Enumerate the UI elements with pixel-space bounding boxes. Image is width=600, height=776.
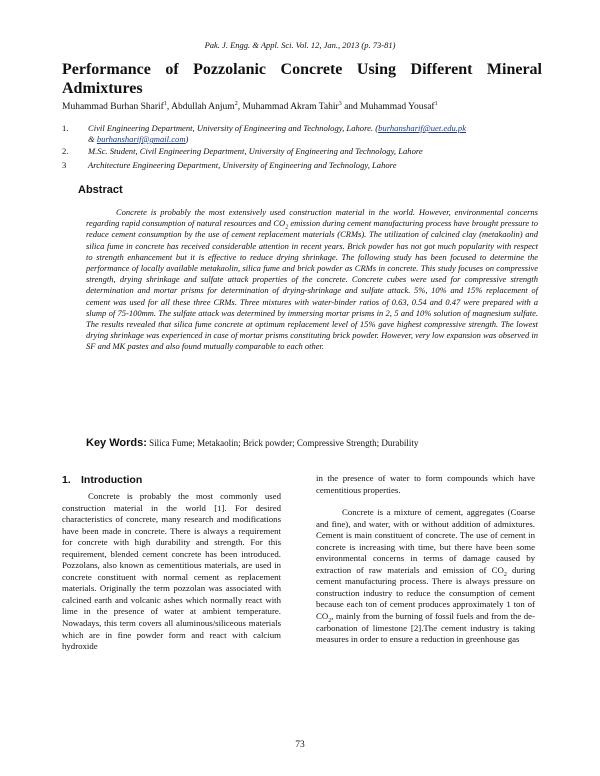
keywords-label: Key Words: [86,437,147,449]
affiliation-3 [62,160,542,171]
author-separator: , [166,102,172,112]
affiliation-2 [62,146,542,157]
abstract-text: emission during cement manufacturing process have brought pressure to reduce cement consumption by the use of cement replacement materials (CRMs). The utilization of calcined clay (metakaolin) and silica fume in concrete has received considerable attention in recent years. Brick powder has not got much popularity with respect to strength enhancement but it is effective to reduce drying shrinkage. The following study has been focused to determine the performance of locally available metakaolin, silica fume and brick powder as CRMs in concrete. This study focuses on compressive strength, drying shrinkage and sulfate attack properties of the concrete. Concrete cubes were used for compressive strength determination and mortar prisms for determination of drying-shrinkage and sulfate attack. 5%, 10% and 15% replacement of cement was used for all these three CRMs. Three mixtures with water-binder ratios of 0.63, 0.54 and 0.47 were prepared with a slump of 75-100mm. The sulfate attack was determined by immersing mortar prisms in 2, 5 and 10% solution of magnesium sulfate. The results revealed that silica fume concrete at optimum replacement level of 15% gave highest compressive strength. The lowest drying shrinkage was experienced in case of mortar prisms constituting brick powder. However, very low expansion was observed in SF and MK pastes and also found mutually comparable to each other. [86,218,538,352]
left-column [62,491,281,653]
subscript: 2 [503,571,507,578]
author-affil-mark: 3 [338,100,342,107]
author-name: Muhammad Burhan Sharif [62,102,164,112]
author-affil-mark: 1 [163,100,167,107]
author-separator: , [237,102,243,112]
affiliation-text: Architecture Engineering Department, University of Engineering and Technology, Lahore [88,160,397,170]
author-name: Muhammad Akram Tahir [242,102,339,112]
affiliation-number: 3 [62,160,67,170]
journal-header: Pak. J. Engg. & Appl. Sci. Vol. 12, Jan., 2013 (p. 73-81) [204,40,396,50]
author-name: Muhammad Yousaf [360,102,435,112]
keywords-text: Silica Fume; Metakaolin; Brick powder; Compressive Strength; Durability [149,438,419,448]
right-column [316,473,535,646]
affiliation-number: 2. [62,146,69,156]
author-list [62,101,542,113]
paper-title: Performance of Pozzolanic Concrete Using Different Mineral Admixtures [62,61,542,97]
abstract-heading: Abstract [78,184,123,196]
affiliation-text: M.Sc. Student, Civil Engineering Department, University of Engineering and Technology, Lahore [88,146,423,156]
affiliation-text: & [88,134,97,144]
paragraph-text: Concrete is a mixture of cement, aggregates (Coarse and fine), and water, with or without addition of admixtures. Cement is main constituent of concrete. The use of cement in concrete is increasing with time, but there have been some environmental concerns in terms of damage caused by extraction of raw materials and emission of CO [316,507,535,575]
affiliation-text: Civil Engineering Department, University of Engineering and Technology, Lahore. ( [88,123,379,133]
paragraph-text: , mainly from the burning of fossil fuels and from the de-carbonation of limestone [2].The cement industry is taking measures in order to ensure a reduction in greenhouse gas [316,611,535,645]
section-title: Introduction [81,474,143,486]
affiliation-1 [62,123,542,145]
subscript: 2 [285,224,289,231]
email-link[interactable]: burhansharif@uet.edu.pk [378,123,467,133]
author-affil-mark: 1 [434,100,438,107]
section-number: 1. [62,474,71,486]
section-heading [62,474,142,486]
paragraph-text: during cement manufacturing process. There is always pressure on construction industry to reduce the consumption of cement because each ton of cement produces approximately 1 ton of CO [316,564,535,622]
subscript: 2 [328,617,332,624]
author-name: Abdullah Anjum [171,102,235,112]
author-affil-mark: 2 [234,100,238,107]
paragraph-continued: in the presence of water to form compounds which have cementitious properties. [316,473,535,495]
affiliation-number: 1. [62,123,69,133]
keywords [86,437,556,449]
email-link[interactable]: burhansharif@gmail.com [96,134,186,144]
abstract-body [86,207,538,353]
paragraph: Concrete is probably the most commonly used construction material in the world [1]. For desired characteristics of concrete, many research and modifications have been made in concrete. There is always a requirement for concrete with high durability and strength. For this requirement, blended cement concrete has been introduced. Pozzolans, also known as cementitious materials, are used in concrete constituent with normal cement as replacement materials. Originally the term pozzolan was associated with calcined earth and volcanic ashes which normally react with lime in the presence of water at ambient temperature. Nowadays, this term covers all aluminous/siliceous materials which are in fine powder form and react with calcium hydroxide [62,491,281,652]
author-separator: and [341,102,361,112]
abstract-text: Concrete is probably the most extensively used construction material in the world. However, environmental concerns regarding rapid consumption of natural resources and CO [86,207,538,229]
affiliation-text: ) [185,134,189,144]
paragraph [316,507,535,646]
page-number: 73 [295,740,305,750]
